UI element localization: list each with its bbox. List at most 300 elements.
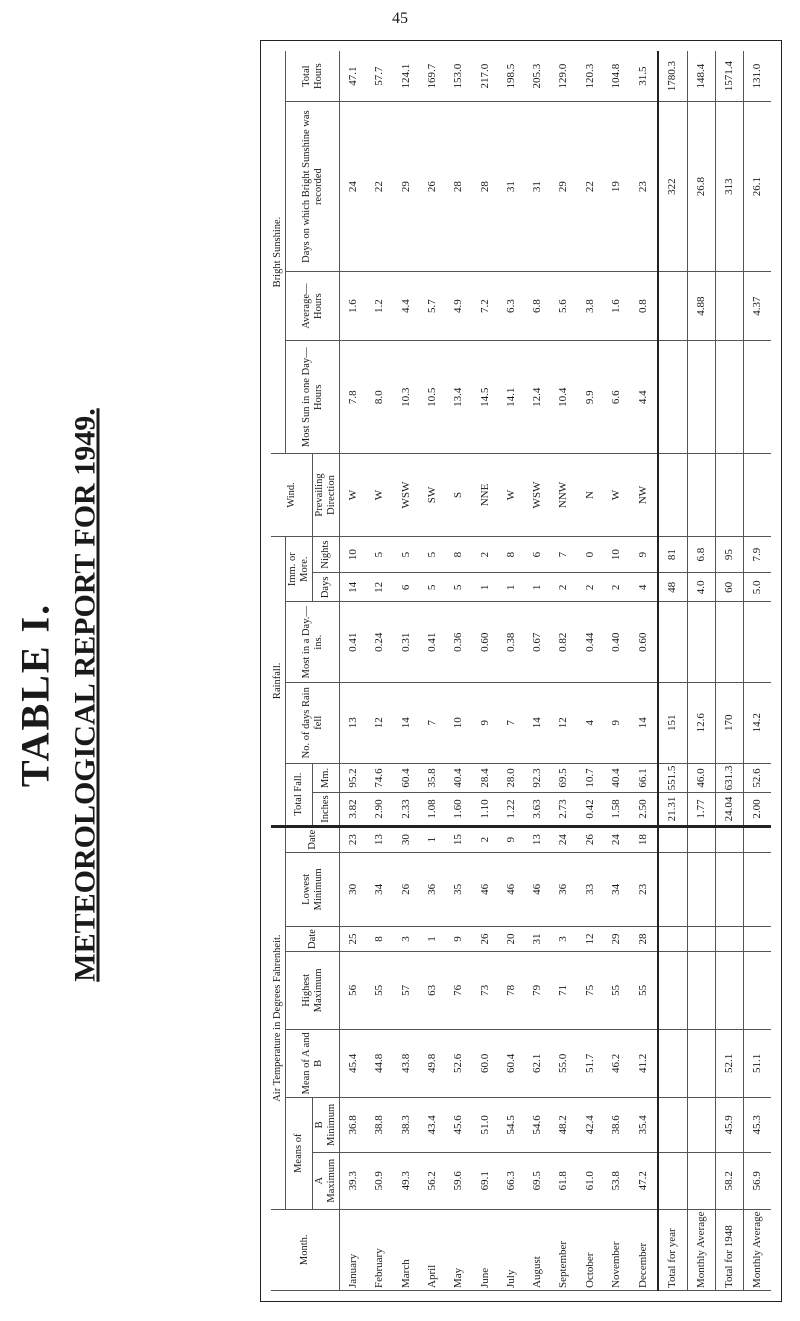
cell-hmax <box>716 951 744 1029</box>
cell-hmax: 56 <box>340 951 367 1029</box>
cell-ni: 7.9 <box>744 536 771 572</box>
row-label: May <box>446 1209 472 1290</box>
cell-most <box>744 602 771 682</box>
header-prevailing-direction: Prevailing Direction <box>313 454 340 537</box>
cell-mab <box>658 1029 687 1097</box>
cell-avg: 1.2 <box>367 271 393 341</box>
table-row <box>393 51 419 1291</box>
meteorological-table-frame <box>260 40 782 1302</box>
cell-b <box>658 1097 687 1152</box>
cell-most-sun: 7.8 <box>340 341 367 454</box>
cell-avg: 5.6 <box>551 271 577 341</box>
cell-total: 57.7 <box>367 51 393 102</box>
cell-total: 1780.3 <box>658 51 687 102</box>
cell-a: 69.1 <box>472 1152 498 1209</box>
row-label: August <box>525 1209 551 1290</box>
cell-wind: W <box>340 454 367 537</box>
cell-total: 129.0 <box>551 51 577 102</box>
cell-hmax: 57 <box>393 951 419 1029</box>
cell-b: 54.5 <box>498 1097 524 1152</box>
cell-lmin <box>658 852 687 927</box>
cell-days: 10 <box>446 682 472 763</box>
cell-a: 59.6 <box>446 1152 472 1209</box>
cell-days: 9 <box>604 682 630 763</box>
cell-days: 14 <box>525 682 551 763</box>
header-means-of: Means of <box>286 1097 313 1209</box>
cell-d1: 12 <box>577 927 603 952</box>
cell-mab <box>687 1029 715 1097</box>
cell-ni: 0 <box>577 536 603 572</box>
cell-lmin: 46 <box>498 852 524 927</box>
cell-most <box>716 602 744 682</box>
row-label: July <box>498 1209 524 1290</box>
header-wind: Wind. <box>271 454 313 537</box>
cell-days: 13 <box>340 682 367 763</box>
cell-mm: 35.8 <box>420 763 446 793</box>
cell-lmin <box>687 852 715 927</box>
cell-d1: 3 <box>551 927 577 952</box>
cell-mab: 62.1 <box>525 1029 551 1097</box>
cell-d1: 1 <box>420 927 446 952</box>
header-total-fall: Total Fall. <box>286 763 313 826</box>
cell-sun-days: 26.8 <box>687 102 715 272</box>
cell-d2 <box>658 826 687 852</box>
cell-days: 9 <box>472 682 498 763</box>
cell-wind <box>687 454 715 537</box>
cell-mm: 28.0 <box>498 763 524 793</box>
cell-sun-days: 22 <box>367 102 393 272</box>
header-b-min: B Minimum <box>313 1097 340 1152</box>
cell-most-sun: 13.4 <box>446 341 472 454</box>
table-title: TABLE I. <box>12 602 58 788</box>
cell-ni: 5 <box>367 536 393 572</box>
cell-inches: 24.04 <box>716 793 744 826</box>
cell-days: 14 <box>393 682 419 763</box>
cell-lmin: 33 <box>577 852 603 927</box>
cell-total: 148.4 <box>687 51 715 102</box>
cell-most: 0.38 <box>498 602 524 682</box>
cell-inches: 1.60 <box>446 793 472 826</box>
cell-avg: 3.8 <box>577 271 603 341</box>
cell-avg: 6.3 <box>498 271 524 341</box>
cell-mab: 45.4 <box>340 1029 367 1097</box>
cell-dn: 14 <box>340 573 367 602</box>
cell-b: 42.4 <box>577 1097 603 1152</box>
cell-most: 0.60 <box>630 602 658 682</box>
cell-ni: 2 <box>472 536 498 572</box>
cell-lmin: 30 <box>340 852 367 927</box>
cell-sun-days: 19 <box>604 102 630 272</box>
header-most-in-day: Most in a Day.—ins. <box>286 602 340 682</box>
header-a-max: A Maximum <box>313 1152 340 1209</box>
row-label: April <box>420 1209 446 1290</box>
cell-days: 14.2 <box>744 682 771 763</box>
table-row <box>340 51 367 1291</box>
cell-dn: 5.0 <box>744 573 771 602</box>
cell-total: 104.8 <box>604 51 630 102</box>
cell-wind: S <box>446 454 472 537</box>
header-inches: Inches <box>313 793 340 826</box>
cell-d1: 31 <box>525 927 551 952</box>
header-mean-ab: Mean of A and B <box>286 1029 340 1097</box>
cell-a: 56.2 <box>420 1152 446 1209</box>
table-subtitle: METEOROLOGICAL REPORT FOR 1949. <box>68 408 102 982</box>
cell-hmax: 79 <box>525 951 551 1029</box>
cell-mm: 95.2 <box>340 763 367 793</box>
cell-sun-days: 28 <box>472 102 498 272</box>
cell-wind: SW <box>420 454 446 537</box>
cell-avg: 1.6 <box>604 271 630 341</box>
cell-inches: 1.08 <box>420 793 446 826</box>
cell-dn: 5 <box>446 573 472 602</box>
cell-b: 35.4 <box>630 1097 658 1152</box>
cell-inches: 1.10 <box>472 793 498 826</box>
cell-wind <box>716 454 744 537</box>
cell-a: 39.3 <box>340 1152 367 1209</box>
table-row <box>420 51 446 1291</box>
cell-avg: 5.7 <box>420 271 446 341</box>
cell-days: 170 <box>716 682 744 763</box>
cell-avg: 4.9 <box>446 271 472 341</box>
cell-total: 47.1 <box>340 51 367 102</box>
row-label: October <box>577 1209 603 1290</box>
cell-wind: N <box>577 454 603 537</box>
cell-ni: 6.8 <box>687 536 715 572</box>
cell-sun-days: 26.1 <box>744 102 771 272</box>
cell-wind: WSW <box>525 454 551 537</box>
cell-total: 31.5 <box>630 51 658 102</box>
cell-lmin: 46 <box>525 852 551 927</box>
row-label: March <box>393 1209 419 1290</box>
cell-inches: 2.33 <box>393 793 419 826</box>
cell-d2: 24 <box>551 826 577 852</box>
table-row <box>716 51 744 1291</box>
row-label: Monthly Average <box>687 1209 715 1290</box>
cell-d2: 13 <box>367 826 393 852</box>
cell-hmax <box>687 951 715 1029</box>
cell-total: 169.7 <box>420 51 446 102</box>
cell-d2: 13 <box>525 826 551 852</box>
cell-ni: 8 <box>498 536 524 572</box>
cell-a: 58.2 <box>716 1152 744 1209</box>
cell-most: 0.24 <box>367 602 393 682</box>
cell-most: 0.60 <box>472 602 498 682</box>
cell-ni: 5 <box>420 536 446 572</box>
table-row <box>446 51 472 1291</box>
cell-mab: 55.0 <box>551 1029 577 1097</box>
cell-total: 131.0 <box>744 51 771 102</box>
cell-hmax: 63 <box>420 951 446 1029</box>
cell-inches: 3.63 <box>525 793 551 826</box>
header-lowest-min: Lowest Minimum <box>286 852 340 927</box>
cell-mm: 92.3 <box>525 763 551 793</box>
cell-dn: 5 <box>420 573 446 602</box>
cell-d2: 15 <box>446 826 472 852</box>
cell-inches: 3.82 <box>340 793 367 826</box>
cell-days: 14 <box>630 682 658 763</box>
cell-ni: 7 <box>551 536 577 572</box>
cell-total: 217.0 <box>472 51 498 102</box>
cell-inches: 1.22 <box>498 793 524 826</box>
cell-most: 0.67 <box>525 602 551 682</box>
row-label: Monthly Average <box>744 1209 771 1290</box>
cell-mm: 69.5 <box>551 763 577 793</box>
cell-lmin: 36 <box>420 852 446 927</box>
header-most-sun: Most Sun in one Day—Hours <box>286 341 340 454</box>
cell-sun-days: 28 <box>446 102 472 272</box>
cell-dn: 2 <box>604 573 630 602</box>
cell-d2: 30 <box>393 826 419 852</box>
cell-ni: 6 <box>525 536 551 572</box>
cell-d2: 9 <box>498 826 524 852</box>
cell-a: 50.9 <box>367 1152 393 1209</box>
cell-b: 43.4 <box>420 1097 446 1152</box>
header-highest-max: Highest Maximum <box>286 951 340 1029</box>
header-days: Days <box>313 573 340 602</box>
cell-d2: 1 <box>420 826 446 852</box>
cell-hmax: 55 <box>630 951 658 1029</box>
cell-ni: 10 <box>340 536 367 572</box>
cell-wind <box>658 454 687 537</box>
cell-mab: 49.8 <box>420 1029 446 1097</box>
row-label: Total for year <box>658 1209 687 1290</box>
cell-a: 66.3 <box>498 1152 524 1209</box>
cell-mm: 28.4 <box>472 763 498 793</box>
cell-mab: 60.4 <box>498 1029 524 1097</box>
cell-avg: 0.8 <box>630 271 658 341</box>
cell-hmax: 76 <box>446 951 472 1029</box>
cell-ni: 8 <box>446 536 472 572</box>
cell-most-sun: 8.0 <box>367 341 393 454</box>
cell-mab: 51.7 <box>577 1029 603 1097</box>
cell-most: 0.44 <box>577 602 603 682</box>
cell-dn: 12 <box>367 573 393 602</box>
cell-avg: 6.8 <box>525 271 551 341</box>
cell-most-sun <box>658 341 687 454</box>
cell-b: 48.2 <box>551 1097 577 1152</box>
cell-b: 45.6 <box>446 1097 472 1152</box>
cell-days: 12 <box>551 682 577 763</box>
cell-ni: 81 <box>658 536 687 572</box>
cell-a: 49.3 <box>393 1152 419 1209</box>
cell-inches: 2.50 <box>630 793 658 826</box>
table-row <box>367 51 393 1291</box>
cell-most: 0.41 <box>420 602 446 682</box>
cell-d1 <box>658 927 687 952</box>
header-rainfall: Rainfall. <box>271 536 286 826</box>
cell-most-sun: 9.9 <box>577 341 603 454</box>
cell-d2: 23 <box>340 826 367 852</box>
cell-dn: 60 <box>716 573 744 602</box>
cell-most-sun <box>744 341 771 454</box>
cell-d1 <box>716 927 744 952</box>
cell-wind: W <box>498 454 524 537</box>
header-date-2: Date <box>286 826 340 852</box>
cell-d2: 26 <box>577 826 603 852</box>
cell-total: 120.3 <box>577 51 603 102</box>
cell-total: 124.1 <box>393 51 419 102</box>
cell-mab: 43.8 <box>393 1029 419 1097</box>
cell-mm: 40.4 <box>604 763 630 793</box>
cell-mab: 60.0 <box>472 1029 498 1097</box>
cell-lmin: 34 <box>367 852 393 927</box>
header-mm: Mm. <box>313 763 340 793</box>
cell-most <box>658 602 687 682</box>
table-row <box>525 51 551 1291</box>
cell-total: 198.5 <box>498 51 524 102</box>
cell-most-sun: 4.4 <box>630 341 658 454</box>
cell-a <box>658 1152 687 1209</box>
cell-d1: 9 <box>446 927 472 952</box>
cell-most-sun: 14.5 <box>472 341 498 454</box>
cell-mm: 10.7 <box>577 763 603 793</box>
cell-b: 54.6 <box>525 1097 551 1152</box>
cell-mm: 631.3 <box>716 763 744 793</box>
cell-wind: NNW <box>551 454 577 537</box>
cell-hmax <box>744 951 771 1029</box>
table-row <box>551 51 577 1291</box>
cell-d2 <box>687 826 715 852</box>
cell-most-sun: 6.6 <box>604 341 630 454</box>
table-row <box>744 51 771 1291</box>
cell-inches: 2.00 <box>744 793 771 826</box>
cell-days: 7 <box>498 682 524 763</box>
cell-wind: W <box>367 454 393 537</box>
cell-lmin <box>716 852 744 927</box>
cell-lmin: 46 <box>472 852 498 927</box>
cell-most-sun: 10.5 <box>420 341 446 454</box>
cell-total: 1571.4 <box>716 51 744 102</box>
cell-inches: 1.58 <box>604 793 630 826</box>
cell-days: 4 <box>577 682 603 763</box>
cell-d1 <box>687 927 715 952</box>
cell-d1: 29 <box>604 927 630 952</box>
row-label: June <box>472 1209 498 1290</box>
cell-d2 <box>716 826 744 852</box>
cell-most-sun <box>687 341 715 454</box>
cell-hmax: 75 <box>577 951 603 1029</box>
table-row <box>498 51 524 1291</box>
cell-lmin: 36 <box>551 852 577 927</box>
page-number: 45 <box>392 10 408 27</box>
cell-mm: 66.1 <box>630 763 658 793</box>
row-label: November <box>604 1209 630 1290</box>
cell-b: 38.6 <box>604 1097 630 1152</box>
row-label: September <box>551 1209 577 1290</box>
cell-d1: 28 <box>630 927 658 952</box>
table-row <box>658 51 687 1291</box>
cell-mm: 74.6 <box>367 763 393 793</box>
cell-lmin: 35 <box>446 852 472 927</box>
cell-d2: 2 <box>472 826 498 852</box>
cell-days: 12 <box>367 682 393 763</box>
cell-lmin <box>744 852 771 927</box>
header-rain-days: No. of days Rain fell <box>286 682 340 763</box>
cell-a: 56.9 <box>744 1152 771 1209</box>
cell-days: 12.6 <box>687 682 715 763</box>
cell-avg: 4.4 <box>393 271 419 341</box>
cell-avg <box>658 271 687 341</box>
cell-lmin: 23 <box>630 852 658 927</box>
cell-wind: NNE <box>472 454 498 537</box>
cell-mm: 40.4 <box>446 763 472 793</box>
cell-most: 0.82 <box>551 602 577 682</box>
cell-most-sun <box>716 341 744 454</box>
cell-b <box>687 1097 715 1152</box>
cell-mab: 44.8 <box>367 1029 393 1097</box>
cell-dn: 2 <box>577 573 603 602</box>
table-row <box>577 51 603 1291</box>
cell-sun-days: 322 <box>658 102 687 272</box>
header-sunshine: Bright Sunshine. <box>271 51 286 454</box>
cell-sun-days: 22 <box>577 102 603 272</box>
cell-mm: 46.0 <box>687 763 715 793</box>
header-date-1: Date <box>286 927 340 952</box>
cell-b: 51.0 <box>472 1097 498 1152</box>
title-block <box>12 120 102 1270</box>
cell-most-sun: 12.4 <box>525 341 551 454</box>
cell-hmax: 55 <box>367 951 393 1029</box>
cell-lmin: 34 <box>604 852 630 927</box>
cell-b: 45.3 <box>744 1097 771 1152</box>
cell-lmin: 26 <box>393 852 419 927</box>
cell-dn: 1 <box>525 573 551 602</box>
cell-dn: 48 <box>658 573 687 602</box>
cell-d2 <box>744 826 771 852</box>
cell-mab: 52.6 <box>446 1029 472 1097</box>
cell-d1 <box>744 927 771 952</box>
cell-b: 45.9 <box>716 1097 744 1152</box>
cell-sun-days: 23 <box>630 102 658 272</box>
cell-sun-days: 31 <box>498 102 524 272</box>
cell-wind <box>744 454 771 537</box>
cell-dn: 4.0 <box>687 573 715 602</box>
cell-mm: 551.5 <box>658 763 687 793</box>
table-row <box>687 51 715 1291</box>
cell-hmax: 73 <box>472 951 498 1029</box>
cell-avg: 4.37 <box>744 271 771 341</box>
cell-most: 0.40 <box>604 602 630 682</box>
cell-a: 53.8 <box>604 1152 630 1209</box>
cell-inches: 1.77 <box>687 793 715 826</box>
row-label: February <box>367 1209 393 1290</box>
cell-a: 61.0 <box>577 1152 603 1209</box>
cell-d1: 20 <box>498 927 524 952</box>
cell-a: 69.5 <box>525 1152 551 1209</box>
cell-a <box>687 1152 715 1209</box>
cell-most-sun: 10.4 <box>551 341 577 454</box>
cell-wind: WSW <box>393 454 419 537</box>
cell-mab: 51.1 <box>744 1029 771 1097</box>
cell-most <box>687 602 715 682</box>
cell-most: 0.41 <box>340 602 367 682</box>
cell-a: 47.2 <box>630 1152 658 1209</box>
cell-d1: 26 <box>472 927 498 952</box>
cell-dn: 1 <box>472 573 498 602</box>
table-row <box>604 51 630 1291</box>
cell-dn: 6 <box>393 573 419 602</box>
cell-avg: 4.88 <box>687 271 715 341</box>
cell-avg: 7.2 <box>472 271 498 341</box>
cell-dn: 4 <box>630 573 658 602</box>
cell-sun-days: 313 <box>716 102 744 272</box>
header-nights: Nights <box>313 536 340 572</box>
cell-inches: 2.73 <box>551 793 577 826</box>
cell-sun-days: 29 <box>551 102 577 272</box>
cell-mm: 52.6 <box>744 763 771 793</box>
cell-inches: 0.42 <box>577 793 603 826</box>
cell-wind: W <box>604 454 630 537</box>
